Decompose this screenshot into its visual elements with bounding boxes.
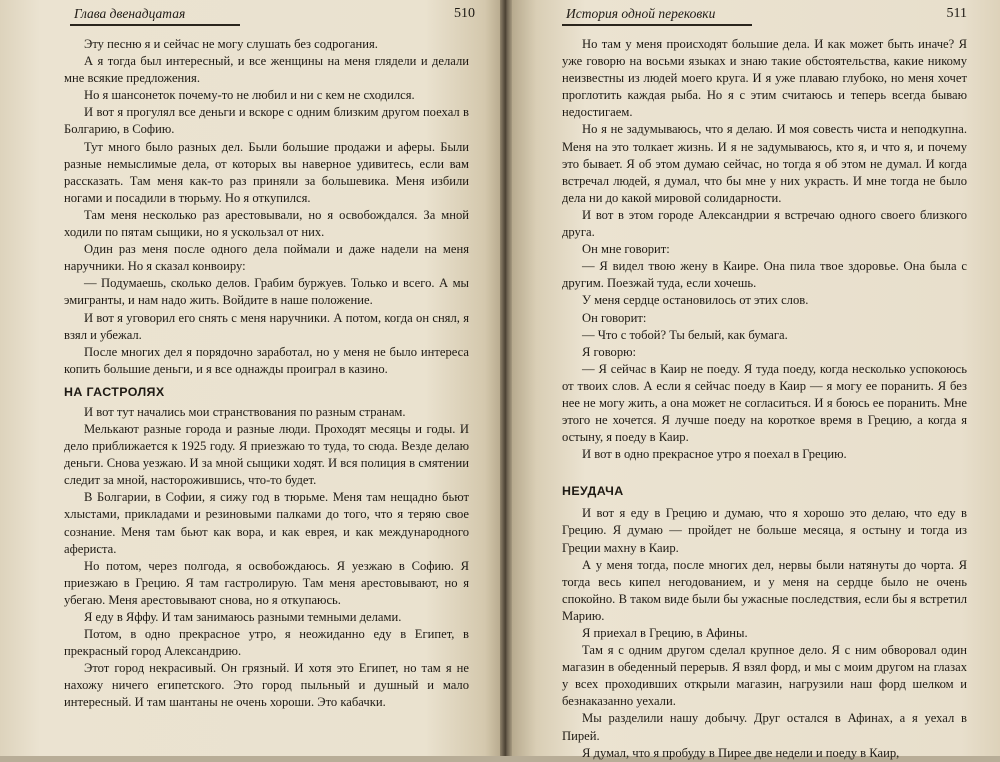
- paragraph: Я говорю:: [582, 344, 637, 359]
- paragraph: — Что с тобой? Ты белый, как бумага.: [582, 327, 788, 342]
- right-running-head-title: История одной перековки: [566, 6, 716, 21]
- paragraph: И вот в этом городе Александрии я встречаю одного своего близкого друга.: [562, 207, 967, 240]
- paragraph: Эту песню я и сейчас не могу слушать без содрогания.: [84, 37, 378, 51]
- paragraph: Тут много было разных дел. Были большие продажи и аферы. Были разные немыслимые дела, от которых вы наверное удивитесь, если вам рассказать. Там меня как-то раз приняли за большевика. Меня избили ногами и посадили в тюрьму. Но я откупился.: [64, 139, 469, 205]
- right-head-rule: [562, 24, 752, 26]
- paragraph: Я еду в Яффу. И там занимаюсь разными темными делами.: [84, 610, 402, 624]
- right-page-number: 511: [946, 6, 967, 21]
- paragraph: А у меня тогда, после многих дел, нервы были натянуты до чорта. Я тогда весь кипел негодованием, и у меня на сердце было не очень спокойно. В таком виде были бы ужасные последствия, если бы я встретил Марию.: [562, 557, 967, 623]
- section-heading-neudacha: НЕУДАЧА: [562, 484, 624, 499]
- right-page-text: [562, 36, 967, 762]
- left-head-rule: [70, 24, 240, 26]
- paragraph: Но потом, через полгода, я освобождаюсь. Я уезжаю в Софию. Я приезжаю в Грецию. Я там гастролирую. Там меня арестовывают, но я убегаю. Меня арестовывают снова, но я откупаюсь.: [64, 558, 469, 607]
- section-heading-na-gastrolyakh: НА ГАСТРОЛЯХ: [64, 384, 165, 399]
- paragraph: После многих дел я порядочно заработал, но у меня не было интереса копить большие деньги, и я все однажды проиграл в казино.: [64, 344, 469, 376]
- paragraph: Этот город некрасивый. Он грязный. И хотя это Египет, но там я не нахожу ничего египетского. Это город пыльный и душный и мало интересный. И там шантаны не очень хороши. Это кабачки.: [64, 661, 469, 710]
- paragraph: Один раз меня после одного дела поймали и даже надели на меня наручники. Но я сказал конвоиру:: [64, 242, 469, 274]
- left-running-head-title: Глава двенадцатая: [74, 6, 186, 21]
- paragraph: Я думал, что я пробуду в Пирее две недели и поеду в Каир,: [582, 745, 900, 760]
- paragraph: Там я с одним другом сделал крупное дело. Я с ним обворовал один магазин в обеденный перерыв. Я взял форд, и мы с моим другом на глазах у всех проходивших открыли магазин, нагрузили наш форд шелком и безнаказанно уехали.: [562, 643, 967, 709]
- left-page: [0, 0, 500, 756]
- paragraph: И вот в одно прекрасное утро я поехал в Грецию.: [582, 447, 847, 462]
- paragraph: Мелькают разные города и разные люди. Проходят месяцы и годы. И дело приближается к 1925 году. Я приезжаю то туда, то сюда. Везде делаю деньги. Снова уезжаю. И за мной сыщики ходят. И вся полиция в смятении следит за мной, насторожившись, что-то будет.: [64, 421, 469, 488]
- paragraph: Он мне говорит:: [582, 242, 670, 257]
- left-page-number: 510: [454, 6, 475, 21]
- paragraph: — Я видел твою жену в Каире. Она пила твое здоровье. Она была с другим. Поезжай туда, если хочешь.: [562, 259, 967, 291]
- paragraph: — Подумаешь, сколько делов. Грабим буржуев. Только и всего. А мы эмигранты, и нам надо жить. Войдите в наше положение.: [64, 276, 469, 308]
- paragraph: И вот тут начались мои странствования по разным странам.: [84, 404, 406, 419]
- paragraph: Мы разделили нашу добычу. Друг остался в Афинах, а я уехал в Пирей.: [562, 711, 967, 743]
- book-gutter: [500, 0, 512, 756]
- right-page: [512, 0, 1000, 760]
- paragraph: Но там у меня происходят большие дела. И как может быть иначе? Я уже говорю на восьми языках и знаю такие обстоятельства, какие никому неизвестны из людей моего круга. И я уже плаваю глубоко, но меня хочет проглотить каждая рыба. Но я с этим считаюсь и теперь всегда бываю недостигаем.: [562, 37, 967, 120]
- paragraph: И вот я уговорил его снять с меня наручники. А потом, когда он снял, я взял и убежал.: [64, 310, 469, 342]
- paragraph: Он говорит:: [582, 310, 647, 325]
- paragraph: А я тогда был интересный, и все женщины на меня глядели и делали мне всякие предложения.: [64, 54, 469, 86]
- paragraph: Я приехал в Грецию, в Афины.: [582, 626, 748, 640]
- paragraph: И вот я прогулял все деньги и вскоре с одним близким другом поехал в Болгарию, в Софию.: [64, 105, 469, 137]
- left-running-head: [70, 4, 475, 24]
- left-page-text: [64, 36, 469, 712]
- paragraph: — Я сейчас в Каир не поеду. Я туда поеду, когда несколько успокоюсь от твоих слов. А если я сейчас поеду в Каир — я могу ее поранить. Я без нее не могу жить, а она может не согласиться. И я боюсь ее поранить. Мне этого не хочется. Я лучше поеду на короткое время в Грецию, а когда я остыну, я поеду в Каир.: [562, 361, 967, 445]
- paragraph: Но я шансонеток почему-то не любил и ни с кем не сходился.: [84, 88, 415, 103]
- paragraph: Но я не задумываюсь, что я делаю. И моя совесть чиста и неподкупна. Меня на это толкает жизнь. И я не задумываюсь, кто я, и что я, и почему это бывает. Я об этом думаю сейчас, но тогда я об этом не думал. И когда встречал людей, я думал, что бы мне у них украсть. И мне тогда не было дела ни до какой мировой солидарности.: [562, 122, 967, 205]
- paragraph: В Болгарии, в Софии, я сижу год в тюрьме. Меня там нещадно бьют хлыстами, прикладами и резиновыми палками до того, что я теряю свое сознание. Меня там бьют как вора, и как еврея, и как международного афериста.: [64, 490, 469, 556]
- paragraph: У меня сердце остановилось от этих слов.: [582, 293, 809, 308]
- paragraph: И вот я еду в Грецию и думаю, что я хорошо это делаю, что еду в Грецию. Я думаю — пройдет не больше месяца, я остыну и тогда из Греции махну в Каир.: [562, 506, 967, 555]
- paragraph: Там меня несколько раз арестовывали, но я освобождался. За мной ходили по пятам сыщики, но я ускользал от них.: [64, 207, 469, 240]
- paragraph: Потом, в одно прекрасное утро, я неожиданно еду в Египет, в прекрасный город Александрию.: [64, 627, 469, 659]
- right-running-head: [562, 4, 967, 24]
